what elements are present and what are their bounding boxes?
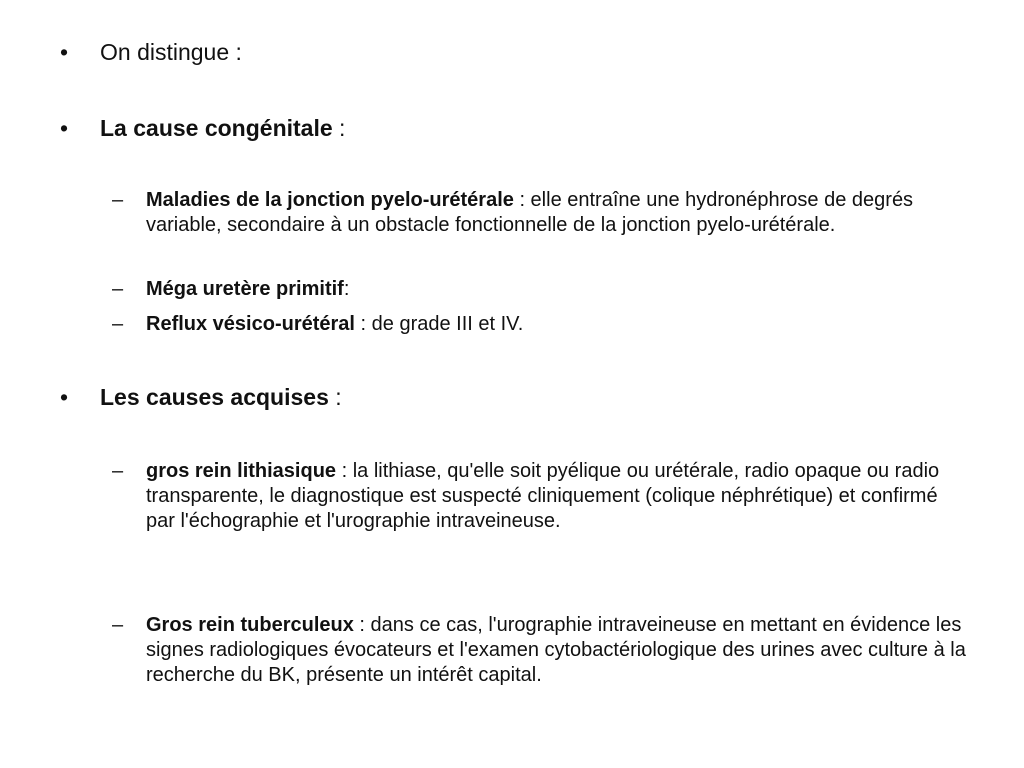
subitem-gros-rein-lithiasique <box>112 459 966 534</box>
bullet-marker: • <box>60 115 69 141</box>
bullet-heading: Les causes acquises <box>100 384 329 410</box>
subitem-text: : la lithiase, qu'elle soit pyélique ou urétérale, radio opaque ou radio transparente, le diagnostique est suspecté cliniquement (colique néphrétique) et confirmé par l'échographie et l'urographie intraveineuse. <box>146 460 940 532</box>
subitem-text: : dans ce cas, l'urographie intraveineuse en mettant en évidence les signes radiologiques évocateurs et l'examen cytobactériologique des urines avec culture à la recherche du BK, présente un intérêt capital. <box>146 614 966 686</box>
subitem-text: : elle entraîne une hydronéphrose de degrés variable, secondaire à un obstacle fonctionnelle de la jonction pyelo-urétérale. <box>146 189 914 236</box>
subitem-reflux <box>112 312 966 337</box>
bullet-causes-acquises <box>60 383 1000 411</box>
bullet-on-distingue <box>60 38 1000 66</box>
bullet-heading: La cause congénitale <box>100 115 333 141</box>
subitem-heading: Reflux vésico-urétéral <box>146 313 355 335</box>
subitem-text: : <box>343 278 350 300</box>
subitem-heading: gros rein lithiasique <box>146 460 337 482</box>
bullet-text: : <box>332 115 346 141</box>
bullet-marker: • <box>60 39 69 65</box>
dash-marker: – <box>112 189 124 211</box>
dash-marker: – <box>112 313 124 335</box>
subitem-mega-uretere <box>112 277 966 302</box>
subitem-heading: Gros rein tuberculeux <box>146 614 354 636</box>
bullet-marker: • <box>60 384 69 410</box>
subitem-heading: Méga uretère primitif <box>146 278 344 300</box>
bullet-text: : <box>328 384 342 410</box>
subitem-heading: Maladies de la jonction pyelo-urétérale <box>146 189 514 211</box>
dash-marker: – <box>112 460 124 482</box>
dash-marker: – <box>112 278 124 300</box>
bullet-cause-congenitale <box>60 114 1000 142</box>
subitem-text: : de grade III et IV. <box>354 313 524 335</box>
bullet-text: On distingue : <box>100 39 242 65</box>
dash-marker: – <box>112 614 124 636</box>
subitem-jonction-pyelo-ureterale <box>112 188 966 238</box>
subitem-gros-rein-tuberculeux <box>112 613 966 688</box>
